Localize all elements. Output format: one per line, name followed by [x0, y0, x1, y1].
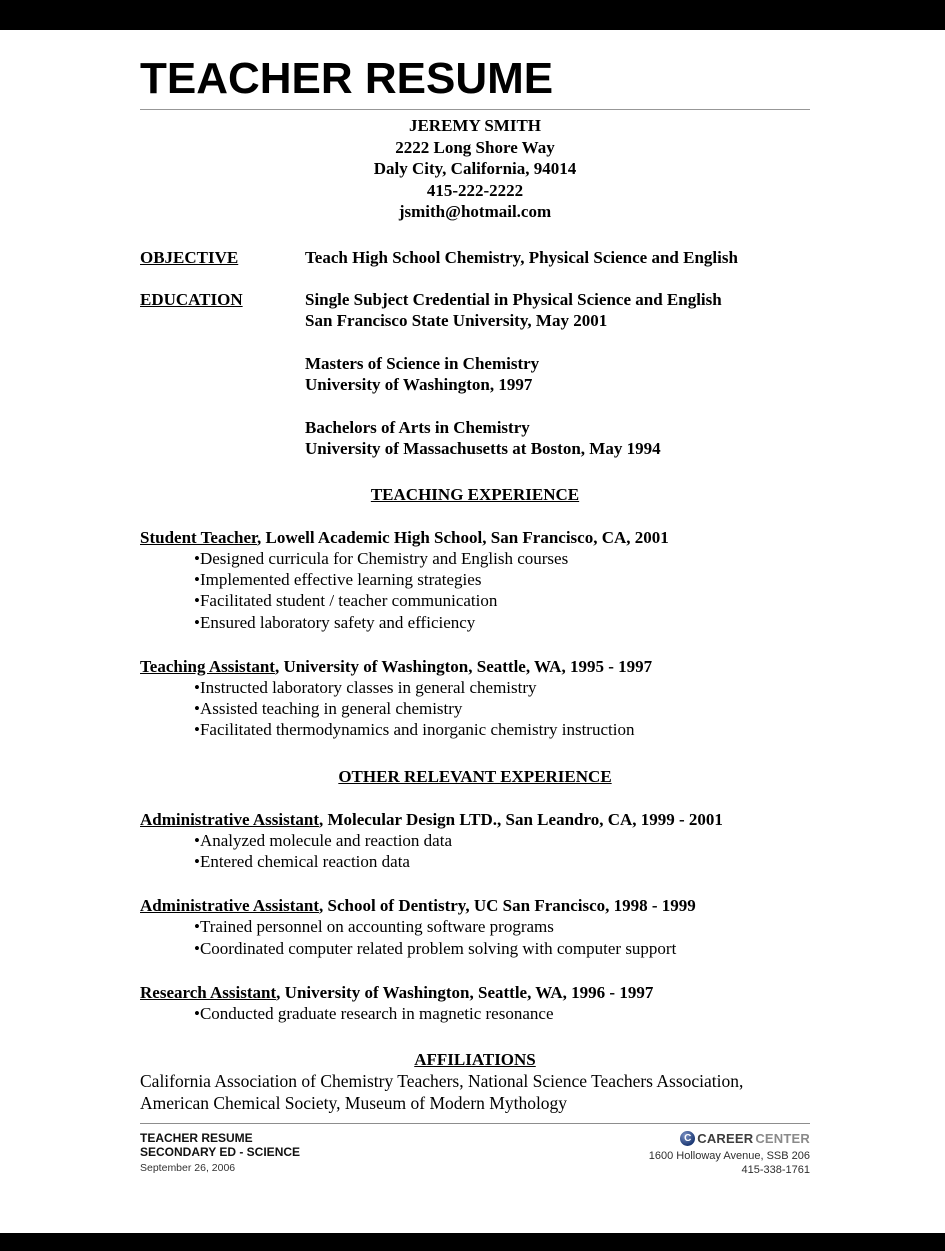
- brand-center-text: CENTER: [755, 1131, 810, 1147]
- education-entry: [305, 417, 722, 459]
- job-heading: [140, 982, 810, 1003]
- contact-name: JEREMY SMITH: [408, 116, 542, 136]
- bullet-item: • Conducted graduate research in magnetic resonance: [194, 1003, 810, 1024]
- job-title: Research Assistant: [140, 982, 277, 1002]
- job-entry: [140, 982, 810, 1024]
- job-heading: [140, 809, 810, 830]
- education-school: San Francisco State University, May 2001: [305, 310, 608, 330]
- section-heading-affiliations: AFFILIATIONS: [414, 1050, 536, 1070]
- bullet-item: • Ensured laboratory safety and efficiency: [194, 612, 810, 633]
- education-degree: Masters of Science in Chemistry: [305, 353, 540, 373]
- bullet-item: • Entered chemical reaction data: [194, 851, 810, 872]
- bullet-item: • Facilitated thermodynamics and inorganic chemistry instruction: [194, 719, 810, 740]
- job-heading: [140, 656, 810, 677]
- bullet-item: • Coordinated computer related problem solving with computer support: [194, 938, 810, 959]
- bullet-item: • Assisted teaching in general chemistry: [194, 698, 810, 719]
- objective-text: Teach High School Chemistry, Physical Science and English: [305, 247, 738, 267]
- objective-label: OBJECTIVE: [140, 247, 239, 267]
- footer-doc-title: TEACHER RESUME: [140, 1131, 253, 1146]
- job-title: Student Teacher: [140, 527, 257, 547]
- bullet-list: [140, 916, 810, 959]
- bottom-black-bar: [0, 1233, 945, 1251]
- bullet-item: • Trained personnel on accounting software programs: [194, 916, 810, 937]
- bullet-item: • Analyzed molecule and reaction data: [194, 830, 810, 851]
- resume-page: [0, 30, 945, 1233]
- education-entry: [305, 289, 722, 331]
- bullet-item: • Facilitated student / teacher communication: [194, 590, 810, 611]
- objective-section: [140, 247, 810, 268]
- education-degree: Bachelors of Arts in Chemistry: [305, 417, 530, 437]
- careercenter-logo: [649, 1131, 810, 1146]
- footer-divider: [140, 1123, 810, 1124]
- bullet-list: [140, 677, 810, 741]
- contact-email: jsmith@hotmail.com: [398, 202, 552, 222]
- education-section: [140, 289, 810, 459]
- contact-address-line-1: 2222 Long Shore Way: [395, 137, 555, 157]
- education-entries: [305, 289, 722, 459]
- job-details: , School of Dentistry, UC San Francisco, 1998 - 1999: [318, 896, 696, 916]
- footer-doc-subtitle: SECONDARY ED - SCIENCE: [140, 1145, 301, 1160]
- contact-address-line-2: Daly City, California, 94014: [373, 159, 577, 179]
- job-title: Administrative Assistant: [140, 809, 319, 829]
- job-details: , Lowell Academic High School, San Francisco, CA, 2001: [256, 527, 669, 547]
- footer-phone: 415-338-1761: [741, 1164, 810, 1177]
- footer-date: September 26, 2006: [140, 1162, 236, 1175]
- job-entry: [140, 656, 810, 741]
- careercenter-c-icon: C: [680, 1131, 695, 1146]
- section-heading-other-relevant-experience: OTHER RELEVANT EXPERIENCE: [338, 766, 612, 786]
- bullet-item: • Designed curricula for Chemistry and English courses: [194, 548, 810, 569]
- job-details: , University of Washington, Seattle, WA, 1995 - 1997: [274, 656, 653, 676]
- affiliations-line-1: California Association of Chemistry Teachers, National Science Teachers Association,: [140, 1071, 744, 1092]
- bullet-list: [140, 548, 810, 633]
- contact-block: [140, 115, 810, 223]
- job-entry: [140, 895, 810, 959]
- education-school: University of Washington, 1997: [305, 374, 533, 394]
- brand-career-text: CAREER: [697, 1131, 754, 1147]
- footer: [140, 1131, 810, 1177]
- education-label: EDUCATION: [140, 289, 243, 309]
- footer-left-block: [140, 1131, 300, 1175]
- education-entry: [305, 353, 722, 395]
- contact-phone: 415-222-2222: [426, 180, 524, 200]
- job-entry: [140, 527, 810, 633]
- job-title: Administrative Assistant: [140, 896, 319, 916]
- affiliations-line-2: American Chemical Society, Museum of Modern Mythology: [140, 1092, 568, 1113]
- job-entry: [140, 809, 810, 873]
- job-heading: [140, 895, 810, 916]
- job-details: , Molecular Design LTD., San Leandro, CA, 1999 - 2001: [318, 809, 723, 829]
- bullet-list: [140, 830, 810, 873]
- education-degree: Single Subject Credential in Physical Science and English: [305, 289, 722, 309]
- page-title: TEACHER RESUME: [140, 54, 554, 103]
- top-black-bar: [0, 0, 945, 30]
- section-heading-teaching-experience: TEACHING EXPERIENCE: [370, 484, 580, 504]
- job-heading: [140, 527, 810, 548]
- footer-address: 1600 Holloway Avenue, SSB 206: [648, 1150, 810, 1163]
- title-divider: [140, 109, 810, 110]
- bullet-item: • Instructed laboratory classes in general chemistry: [194, 677, 810, 698]
- bullet-list: [140, 1003, 810, 1024]
- footer-right-block: [649, 1131, 810, 1177]
- job-title: Teaching Assistant: [140, 656, 275, 676]
- education-school: University of Massachusetts at Boston, May 1994: [305, 438, 661, 458]
- job-details: , University of Washington, Seattle, WA, 1996 - 1997: [276, 982, 654, 1002]
- bullet-item: • Implemented effective learning strategies: [194, 569, 810, 590]
